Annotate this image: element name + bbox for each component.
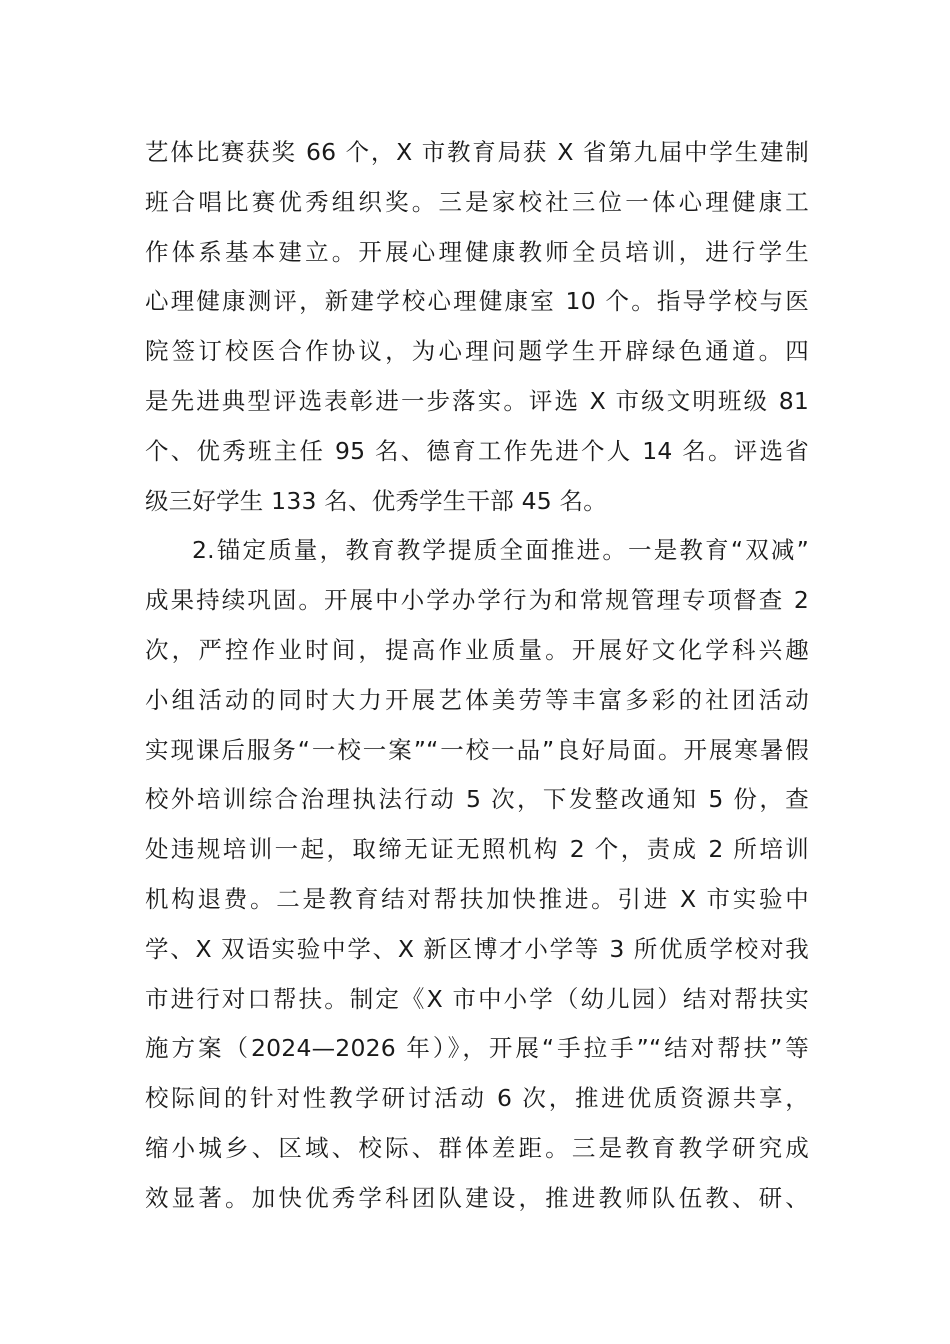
text-line: 机构退费。二是教育结对帮扶加快推进。引进 X 市实验中	[145, 884, 809, 913]
text-line: 心理健康测评，新建学校心理健康室 10 个。指导学校与医	[145, 287, 809, 316]
text-line: 效显著。加快优秀学科团队建设，推进教师队伍教、研、	[145, 1183, 809, 1212]
text-line: 施方案（2024—2026 年）》，开展“手拉手”“结对帮扶”等	[145, 1034, 809, 1063]
text-line: 作体系基本建立。开展心理健康教师全员培训，进行学生	[145, 237, 809, 266]
text-line: 处违规培训一起，取缔无证无照机构 2 个，责成 2 所培训	[145, 835, 809, 864]
text-line: 小组活动的同时大力开展艺体美劳等丰富多彩的社团活动	[145, 685, 809, 714]
text-line: 班合唱比赛优秀组织奖。三是家校社三位一体心理健康工	[145, 187, 809, 216]
text-line: 缩小城乡、区域、校际、群体差距。三是教育教学研究成	[145, 1133, 809, 1162]
text-line: 实现课后服务“一校一案”“一校一品”良好局面。开展寒暑假	[145, 735, 809, 764]
text-line: 成果持续巩固。开展中小学办学行为和常规管理专项督查 2	[145, 586, 809, 615]
body-text	[145, 128, 809, 1224]
text-line: 是先进典型评选表彰进一步落实。评选 X 市级文明班级 81	[145, 386, 809, 415]
text-line: 市进行对口帮扶。制定《X 市中小学（幼儿园）结对帮扶实	[145, 984, 809, 1013]
paragraph-end-line: 级三好学生 133 名、优秀学生干部 45 名。	[145, 486, 607, 515]
text-line: 校际间的针对性教学研讨活动 6 次，推进优质资源共享，	[145, 1084, 809, 1113]
text-line: 院签订校医合作协议，为心理问题学生开辟绿色通道。四	[145, 337, 809, 366]
text-line: 校外培训综合治理执法行动 5 次，下发整改通知 5 份，查	[145, 785, 809, 814]
paragraph-start-line: 2.锚定质量，教育教学提质全面推进。一是教育“双减”	[192, 536, 809, 565]
text-line: 学、X 双语实验中学、X 新区博才小学等 3 所优质学校对我	[145, 934, 809, 963]
text-line: 次，严控作业时间，提高作业质量。开展好文化学科兴趣	[145, 635, 809, 664]
text-line: 个、优秀班主任 95 名、德育工作先进个人 14 名。评选省	[145, 436, 809, 465]
text-line: 艺体比赛获奖 66 个，X 市教育局获 X 省第九届中学生建制	[145, 138, 809, 166]
